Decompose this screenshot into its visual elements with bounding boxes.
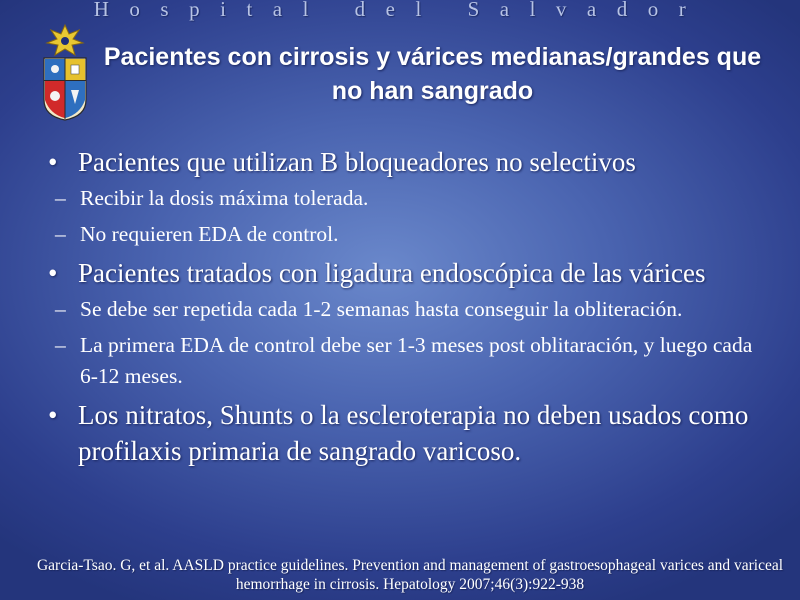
dash-marker: – bbox=[55, 297, 66, 321]
crest-shield-icon bbox=[44, 58, 86, 120]
bullet-item bbox=[44, 144, 764, 180]
hospital-header: Hospital del Salvador bbox=[93, 0, 707, 21]
bullet-text: Pacientes tratados con ligadura endoscópica de las várices bbox=[78, 258, 706, 288]
sub-bullet-item bbox=[44, 294, 764, 325]
bullet-text: Los nitratos, Shunts o la escleroterapia no deben usados como profilaxis primaria de sangrado varicoso. bbox=[78, 400, 749, 466]
sub-bullet-text: Recibir la dosis máxima tolerada. bbox=[80, 186, 369, 210]
bullet-marker: • bbox=[48, 258, 58, 288]
dash-marker: – bbox=[55, 333, 66, 357]
sub-bullet-text: No requieren EDA de control. bbox=[80, 222, 339, 246]
sub-list-container bbox=[44, 183, 764, 250]
footer-reference: Garcia-Tsao. G, et al. AASLD practice guidelines. Prevention and management of gastroesophageal varices and variceal hemorrhage in cirrosis. Hepatology 2007;46(3):922-938 bbox=[36, 557, 784, 593]
crest-star-icon bbox=[47, 25, 83, 55]
sub-bullet-text: Se debe ser repetida cada 1-2 semanas hasta conseguir la obliteración. bbox=[80, 297, 683, 321]
sub-bullet-list bbox=[44, 183, 764, 250]
dash-marker: – bbox=[55, 222, 66, 246]
sub-bullet-item bbox=[44, 183, 764, 214]
bullet-item bbox=[44, 255, 764, 291]
bullet-item bbox=[44, 397, 764, 469]
sub-bullet-list bbox=[44, 294, 764, 392]
bullet-list bbox=[44, 144, 764, 472]
slide-title: Pacientes con cirrosis y várices medianas/grandes que no han sangrado bbox=[103, 43, 762, 105]
bullet-marker: • bbox=[48, 147, 58, 177]
sub-bullet-item bbox=[44, 330, 764, 392]
hospital-crest-logo bbox=[38, 24, 92, 124]
sub-bullet-text: La primera EDA de control debe ser 1-3 meses post oblitaración, y luego cada 6-12 meses. bbox=[80, 333, 753, 388]
sub-list-container bbox=[44, 294, 764, 392]
sub-bullet-item bbox=[44, 219, 764, 250]
dash-marker: – bbox=[55, 186, 66, 210]
bullet-marker: • bbox=[48, 400, 58, 430]
bullet-text: Pacientes que utilizan B bloqueadores no selectivos bbox=[78, 147, 636, 177]
